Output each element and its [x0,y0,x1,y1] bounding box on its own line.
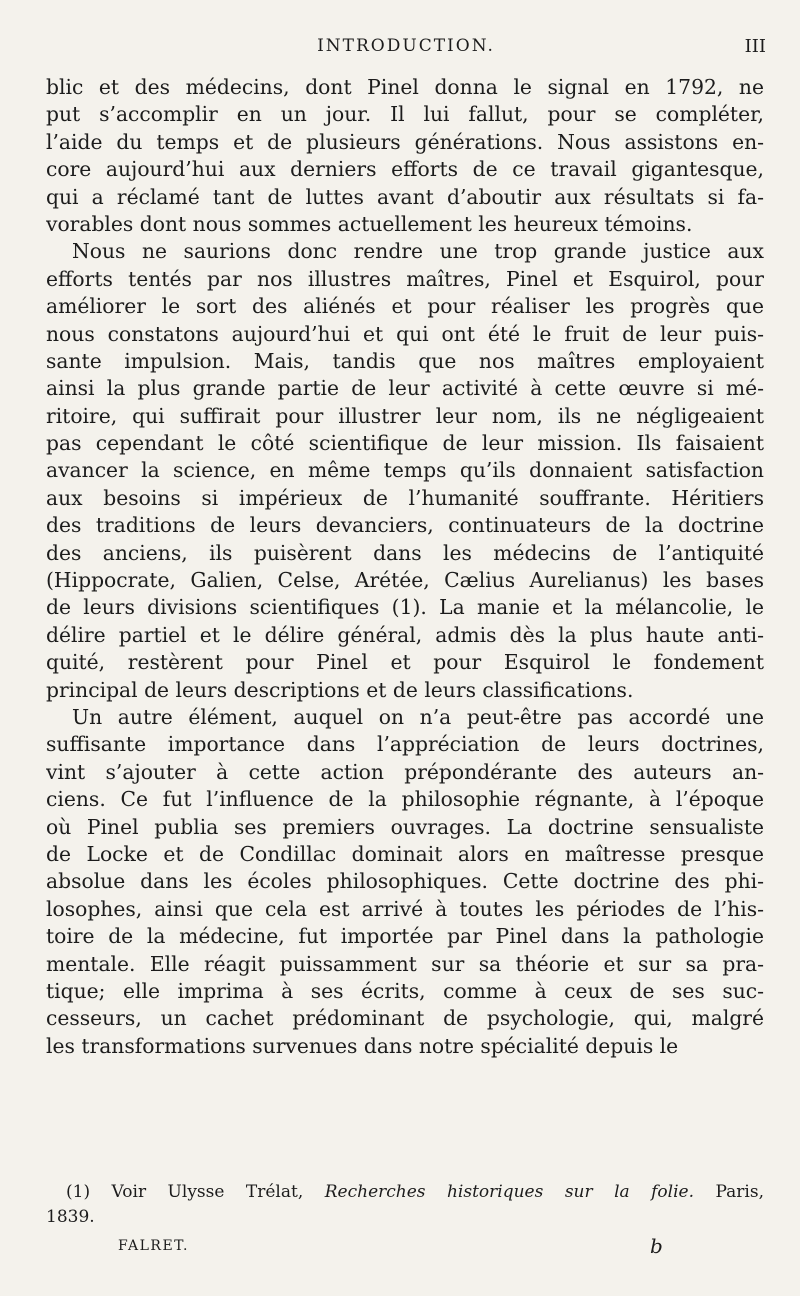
text-line: aux besoins si impérieux de l’humanité souffrante. Héritiers [46,485,764,510]
text-line: Un autre élément, auquel on n’a peut-être pas accordé une [72,704,764,729]
running-head-title: INTRODUCTION. [317,36,495,56]
footnote [46,1180,764,1230]
text-line: des anciens, ils puisèrent dans les médecins de l’antiquité [46,540,764,565]
text-line: délire partiel et le délire général, admis dès la plus haute anti- [46,622,764,647]
text-line: toire de la médecine, fut importée par Pinel dans la pathologie [46,924,764,949]
text-line: vint s’ajouter à cette action prépondérante des auteurs an- [46,759,764,784]
text-line: cesseurs, un cachet prédominant de psychologie, qui, malgré [46,1006,764,1031]
text-line: ainsi la plus grande partie de leur activité à cette œuvre si mé- [46,376,764,401]
text-line: où Pinel publia ses premiers ouvrages. La doctrine sensualiste [46,814,764,839]
body-text [46,74,764,1060]
text-line: pas cependant le côté scientifique de leur mission. Ils faisaient [46,431,764,456]
text-line: avancer la science, en même temps qu’ils donnaient satisfaction [46,458,764,483]
text-line: sante impulsion. Mais, tandis que nos maîtres employaient [46,348,764,373]
signature-letter: b [650,1234,663,1258]
text-line: de leurs divisions scientifiques (1). La manie et la mélancolie, le [46,595,764,620]
signature-name: FALRET. [118,1238,189,1254]
text-line: vorables dont nous sommes actuellement les heureux témoins. [46,211,693,236]
footnote-year: 1839. [46,1207,95,1227]
text-line: principal de leurs descriptions et de leurs classifications. [46,677,634,702]
text-line: suffisante importance dans l’appréciation de leurs doctrines, [46,732,764,757]
text-line: (Hippocrate, Galien, Celse, Arétée, Cælius Aurelianus) les bases [46,568,764,593]
text-line: tique; elle imprima à ses écrits, comme à ceux de ses suc- [46,978,764,1003]
text-line: Nous ne saurions donc rendre une trop grande justice aux [72,239,764,264]
text-line: les transformations survenues dans notre spécialité depuis le [46,1033,679,1058]
text-line: losophes, ainsi que cela est arrivé à toutes les périodes de l’his- [46,896,764,921]
text-line: absolue dans les écoles philosophiques. Cette doctrine des phi- [46,869,764,894]
page-number: III [744,36,766,57]
text-line: mentale. Elle réagit puissamment sur sa théorie et sur sa pra- [46,951,764,976]
text-line: améliorer le sort des aliénés et pour réaliser les progrès que [46,294,764,319]
footnote-marker: (1) Voir Ulysse Trélat, [66,1182,304,1202]
footnote-place: Paris, [715,1182,764,1202]
text-line: quité, restèrent pour Pinel et pour Esquirol le fondement [46,650,764,675]
text-line: ritoire, qui suffirait pour illustrer leur nom, ils ne négligeaient [46,403,764,428]
text-line: blic et des médecins, dont Pinel donna le signal en 1792, ne [46,75,764,99]
text-line: nous constatons aujourd’hui et qui ont été le fruit de leur puis- [46,321,764,346]
text-line: qui a réclamé tant de luttes avant d’aboutir aux résultats si fa- [46,184,764,209]
footnote-title: Recherches historiques sur la folie. [324,1182,695,1202]
text-line: put s’accomplir en un jour. Il lui fallut, pour se compléter, [46,102,764,127]
text-line: efforts tentés par nos illustres maîtres, Pinel et Esquirol, pour [46,266,764,291]
text-line: l’aide du temps et de plusieurs générations. Nous assistons en- [46,129,764,154]
text-line: des traditions de leurs devanciers, continuateurs de la doctrine [46,513,764,538]
running-head [46,36,766,66]
footnote-line [46,1180,764,1205]
text-line: ciens. Ce fut l’influence de la philosophie régnante, à l’époque [46,787,764,812]
text-line: de Locke et de Condillac dominait alors en maîtresse presque [46,841,764,866]
text-line: core aujourd’hui aux derniers efforts de ce travail gigantesque, [46,157,764,182]
